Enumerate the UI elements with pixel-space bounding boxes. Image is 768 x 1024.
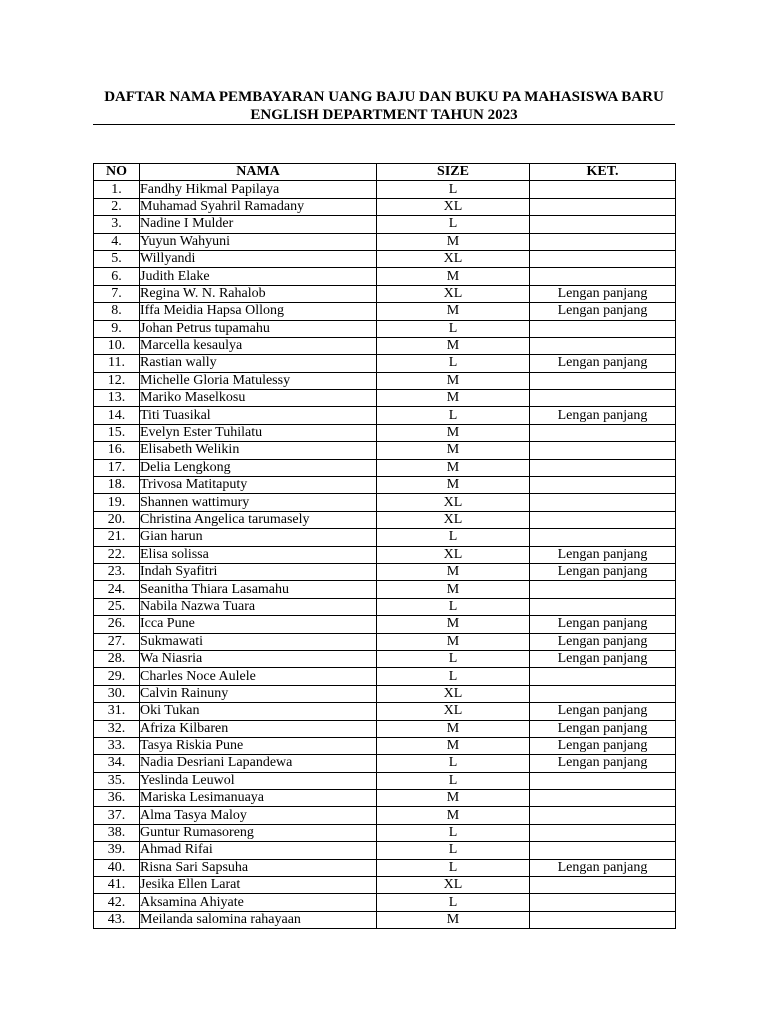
- header-ket: KET.: [530, 164, 676, 181]
- size-cell: M: [377, 442, 530, 459]
- name-cell: Regina W. N. Rahalob: [140, 285, 377, 302]
- name-cell: Titi Tuasikal: [140, 407, 377, 424]
- size-cell: M: [377, 563, 530, 580]
- title-line-2: ENGLISH DEPARTMENT TAHUN 2023: [250, 107, 518, 123]
- remark-cell: [530, 181, 676, 198]
- row-number-cell: 23.: [94, 563, 140, 580]
- remark-cell: Lengan panjang: [530, 755, 676, 772]
- name-cell: Iffa Meidia Hapsa Ollong: [140, 303, 377, 320]
- row-number-cell: 11.: [94, 355, 140, 372]
- table-row: [94, 337, 676, 354]
- row-number-cell: 18.: [94, 477, 140, 494]
- table-row: [94, 511, 676, 528]
- name-cell: Aksamina Ahiyate: [140, 894, 377, 911]
- remark-cell: Lengan panjang: [530, 285, 676, 302]
- remark-cell: Lengan panjang: [530, 737, 676, 754]
- table-row: [94, 668, 676, 685]
- remark-cell: Lengan panjang: [530, 633, 676, 650]
- row-number-cell: 4.: [94, 233, 140, 250]
- size-cell: M: [377, 616, 530, 633]
- name-cell: Michelle Gloria Matulessy: [140, 372, 377, 389]
- table-row: [94, 633, 676, 650]
- size-cell: L: [377, 216, 530, 233]
- remark-cell: [530, 250, 676, 267]
- name-cell: Risna Sari Sapsuha: [140, 859, 377, 876]
- row-number-cell: 42.: [94, 894, 140, 911]
- size-cell: XL: [377, 685, 530, 702]
- name-cell: Shannen wattimury: [140, 494, 377, 511]
- title-line-1: DAFTAR NAMA PEMBAYARAN UANG BAJU DAN BUKU PA MAHASISWA BARU: [104, 89, 664, 105]
- remark-cell: [530, 337, 676, 354]
- remark-cell: Lengan panjang: [530, 616, 676, 633]
- row-number-cell: 32.: [94, 720, 140, 737]
- name-cell: Wa Niasria: [140, 650, 377, 667]
- row-number-cell: 20.: [94, 511, 140, 528]
- remark-cell: [530, 494, 676, 511]
- remark-cell: Lengan panjang: [530, 703, 676, 720]
- name-cell: Johan Petrus tupamahu: [140, 320, 377, 337]
- header-no: NO: [94, 164, 140, 181]
- row-number-cell: 15.: [94, 424, 140, 441]
- row-number-cell: 28.: [94, 650, 140, 667]
- size-cell: XL: [377, 511, 530, 528]
- table-row: [94, 268, 676, 285]
- remark-cell: Lengan panjang: [530, 355, 676, 372]
- table-header-row: [94, 164, 676, 181]
- table-row: [94, 703, 676, 720]
- name-cell: Judith Elake: [140, 268, 377, 285]
- table-row: [94, 877, 676, 894]
- name-cell: Meilanda salomina rahayaan: [140, 911, 377, 928]
- name-cell: Tasya Riskia Pune: [140, 737, 377, 754]
- size-cell: M: [377, 337, 530, 354]
- row-number-cell: 36.: [94, 790, 140, 807]
- row-number-cell: 7.: [94, 285, 140, 302]
- table-row: [94, 616, 676, 633]
- document-title: [93, 88, 675, 124]
- table-row: [94, 894, 676, 911]
- name-cell: Yeslinda Leuwol: [140, 772, 377, 789]
- table-row: [94, 285, 676, 302]
- name-cell: Alma Tasya Maloy: [140, 807, 377, 824]
- table-row: [94, 546, 676, 563]
- table-row: [94, 737, 676, 754]
- remark-cell: [530, 877, 676, 894]
- remark-cell: [530, 442, 676, 459]
- size-cell: L: [377, 320, 530, 337]
- size-cell: XL: [377, 250, 530, 267]
- remark-cell: [530, 198, 676, 215]
- table-row: [94, 772, 676, 789]
- size-cell: M: [377, 268, 530, 285]
- size-cell: L: [377, 598, 530, 615]
- remark-cell: Lengan panjang: [530, 303, 676, 320]
- name-cell: Trivosa Matitaputy: [140, 477, 377, 494]
- row-number-cell: 33.: [94, 737, 140, 754]
- row-number-cell: 43.: [94, 911, 140, 928]
- name-cell: Icca Pune: [140, 616, 377, 633]
- row-number-cell: 37.: [94, 807, 140, 824]
- row-number-cell: 41.: [94, 877, 140, 894]
- remark-cell: [530, 685, 676, 702]
- remark-cell: [530, 668, 676, 685]
- remark-cell: [530, 598, 676, 615]
- row-number-cell: 2.: [94, 198, 140, 215]
- size-cell: XL: [377, 703, 530, 720]
- remark-cell: [530, 320, 676, 337]
- size-cell: L: [377, 181, 530, 198]
- name-cell: Ahmad Rifai: [140, 842, 377, 859]
- table-row: [94, 581, 676, 598]
- row-number-cell: 10.: [94, 337, 140, 354]
- table-row: [94, 181, 676, 198]
- name-cell: Rastian wally: [140, 355, 377, 372]
- table-row: [94, 459, 676, 476]
- size-cell: XL: [377, 285, 530, 302]
- remark-cell: [530, 842, 676, 859]
- size-cell: M: [377, 372, 530, 389]
- size-cell: M: [377, 390, 530, 407]
- row-number-cell: 29.: [94, 668, 140, 685]
- row-number-cell: 26.: [94, 616, 140, 633]
- size-cell: M: [377, 633, 530, 650]
- row-number-cell: 1.: [94, 181, 140, 198]
- remark-cell: [530, 424, 676, 441]
- name-cell: Muhamad Syahril Ramadany: [140, 198, 377, 215]
- table-row: [94, 494, 676, 511]
- table-row: [94, 755, 676, 772]
- table-row: [94, 390, 676, 407]
- table-row: [94, 442, 676, 459]
- row-number-cell: 38.: [94, 824, 140, 841]
- size-cell: L: [377, 650, 530, 667]
- table-row: [94, 303, 676, 320]
- name-cell: Evelyn Ester Tuhilatu: [140, 424, 377, 441]
- table-row: [94, 320, 676, 337]
- remark-cell: Lengan panjang: [530, 859, 676, 876]
- size-cell: M: [377, 581, 530, 598]
- row-number-cell: 40.: [94, 859, 140, 876]
- name-cell: Fandhy Hikmal Papilaya: [140, 181, 377, 198]
- size-cell: L: [377, 407, 530, 424]
- size-cell: L: [377, 668, 530, 685]
- table-row: [94, 824, 676, 841]
- name-cell: Christina Angelica tarumasely: [140, 511, 377, 528]
- row-number-cell: 24.: [94, 581, 140, 598]
- row-number-cell: 14.: [94, 407, 140, 424]
- row-number-cell: 21.: [94, 529, 140, 546]
- remark-cell: [530, 372, 676, 389]
- name-cell: Marcella kesaulya: [140, 337, 377, 354]
- name-cell: Mariko Maselkosu: [140, 390, 377, 407]
- table-row: [94, 372, 676, 389]
- size-cell: M: [377, 477, 530, 494]
- size-cell: L: [377, 824, 530, 841]
- table-row: [94, 424, 676, 441]
- remark-cell: Lengan panjang: [530, 650, 676, 667]
- name-cell: Guntur Rumasoreng: [140, 824, 377, 841]
- row-number-cell: 25.: [94, 598, 140, 615]
- name-cell: Nabila Nazwa Tuara: [140, 598, 377, 615]
- size-cell: M: [377, 720, 530, 737]
- table-row: [94, 859, 676, 876]
- remark-cell: [530, 529, 676, 546]
- row-number-cell: 12.: [94, 372, 140, 389]
- size-cell: L: [377, 842, 530, 859]
- name-cell: Nadine I Mulder: [140, 216, 377, 233]
- row-number-cell: 31.: [94, 703, 140, 720]
- size-cell: M: [377, 233, 530, 250]
- size-cell: XL: [377, 546, 530, 563]
- remark-cell: [530, 459, 676, 476]
- size-cell: M: [377, 807, 530, 824]
- table-row: [94, 650, 676, 667]
- remark-cell: Lengan panjang: [530, 720, 676, 737]
- remark-cell: [530, 268, 676, 285]
- name-cell: Charles Noce Aulele: [140, 668, 377, 685]
- remark-cell: Lengan panjang: [530, 563, 676, 580]
- title-underline: [93, 124, 675, 125]
- table-row: [94, 842, 676, 859]
- row-number-cell: 27.: [94, 633, 140, 650]
- size-cell: XL: [377, 198, 530, 215]
- remark-cell: [530, 511, 676, 528]
- table-row: [94, 790, 676, 807]
- name-cell: Gian harun: [140, 529, 377, 546]
- size-cell: L: [377, 355, 530, 372]
- name-cell: Seanitha Thiara Lasamahu: [140, 581, 377, 598]
- name-cell: Indah Syafitri: [140, 563, 377, 580]
- row-number-cell: 5.: [94, 250, 140, 267]
- table-row: [94, 233, 676, 250]
- remark-cell: [530, 233, 676, 250]
- row-number-cell: 16.: [94, 442, 140, 459]
- row-number-cell: 22.: [94, 546, 140, 563]
- table-row: [94, 807, 676, 824]
- row-number-cell: 19.: [94, 494, 140, 511]
- name-cell: Nadia Desriani Lapandewa: [140, 755, 377, 772]
- table-row: [94, 685, 676, 702]
- table-row: [94, 563, 676, 580]
- size-cell: M: [377, 737, 530, 754]
- name-cell: Willyandi: [140, 250, 377, 267]
- row-number-cell: 35.: [94, 772, 140, 789]
- size-cell: XL: [377, 877, 530, 894]
- row-number-cell: 34.: [94, 755, 140, 772]
- remark-cell: [530, 790, 676, 807]
- size-cell: L: [377, 755, 530, 772]
- name-cell: Calvin Rainuny: [140, 685, 377, 702]
- name-cell: Elisa solissa: [140, 546, 377, 563]
- row-number-cell: 3.: [94, 216, 140, 233]
- remark-cell: [530, 894, 676, 911]
- name-cell: Elisabeth Welikin: [140, 442, 377, 459]
- row-number-cell: 13.: [94, 390, 140, 407]
- student-payment-table: [93, 163, 676, 929]
- name-cell: Oki Tukan: [140, 703, 377, 720]
- name-cell: Mariska Lesimanuaya: [140, 790, 377, 807]
- table-row: [94, 216, 676, 233]
- table-row: [94, 407, 676, 424]
- remark-cell: [530, 581, 676, 598]
- table-body: [94, 181, 676, 929]
- name-cell: Yuyun Wahyuni: [140, 233, 377, 250]
- remark-cell: [530, 824, 676, 841]
- size-cell: M: [377, 303, 530, 320]
- remark-cell: [530, 390, 676, 407]
- size-cell: L: [377, 529, 530, 546]
- table-row: [94, 355, 676, 372]
- remark-cell: [530, 477, 676, 494]
- size-cell: M: [377, 911, 530, 928]
- size-cell: M: [377, 424, 530, 441]
- table-row: [94, 598, 676, 615]
- remark-cell: Lengan panjang: [530, 407, 676, 424]
- name-cell: Sukmawati: [140, 633, 377, 650]
- size-cell: M: [377, 459, 530, 476]
- size-cell: L: [377, 859, 530, 876]
- size-cell: M: [377, 790, 530, 807]
- row-number-cell: 17.: [94, 459, 140, 476]
- size-cell: XL: [377, 494, 530, 511]
- table-row: [94, 250, 676, 267]
- row-number-cell: 6.: [94, 268, 140, 285]
- name-cell: Afriza Kilbaren: [140, 720, 377, 737]
- remark-cell: [530, 911, 676, 928]
- remark-cell: [530, 772, 676, 789]
- table-row: [94, 529, 676, 546]
- row-number-cell: 30.: [94, 685, 140, 702]
- header-size: SIZE: [377, 164, 530, 181]
- name-cell: Delia Lengkong: [140, 459, 377, 476]
- row-number-cell: 8.: [94, 303, 140, 320]
- table-row: [94, 720, 676, 737]
- header-nama: NAMA: [140, 164, 377, 181]
- table-row: [94, 911, 676, 928]
- remark-cell: [530, 807, 676, 824]
- size-cell: L: [377, 894, 530, 911]
- row-number-cell: 9.: [94, 320, 140, 337]
- table-row: [94, 198, 676, 215]
- table-row: [94, 477, 676, 494]
- remark-cell: [530, 216, 676, 233]
- row-number-cell: 39.: [94, 842, 140, 859]
- name-cell: Jesika Ellen Larat: [140, 877, 377, 894]
- remark-cell: Lengan panjang: [530, 546, 676, 563]
- size-cell: L: [377, 772, 530, 789]
